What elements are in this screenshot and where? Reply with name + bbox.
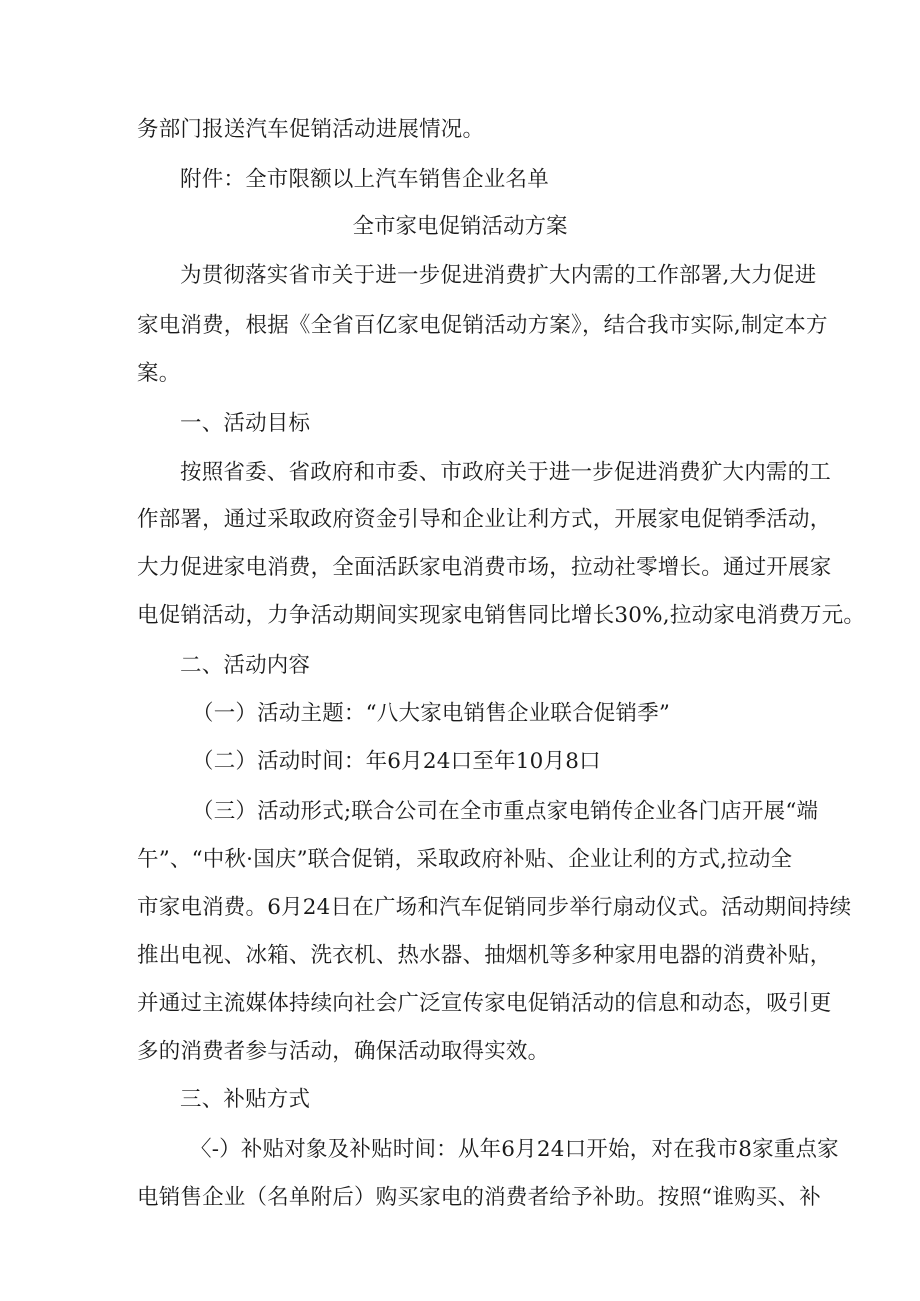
- text-line: 家电消费，根据《全省百亿家电促销活动方案》，结合我市实际,制定本方: [137, 313, 828, 338]
- text-line: 按照省委、省政府和市委、市政府关于进一步促进消费犷大内需的工: [180, 460, 832, 485]
- text-line: 作部署，通过采取政府资金引导和企业让利方式，开展家电促销季活动，: [137, 507, 832, 532]
- text-line: 务部门报送汽车促销活动进展情况。: [137, 117, 485, 142]
- text-line: 电促销活动，力争活动期间实现家电销售同比增长30%,拉动家电消费万元。: [137, 603, 866, 628]
- text-line: 〈-）补贴对象及补贴时间：从年6月24口开始，对在我市8家重点家: [190, 1137, 839, 1162]
- text-line: （二）活动时间：年6月24口至年10月8口: [192, 749, 601, 774]
- text-line: 案。: [137, 361, 181, 386]
- text-line: （三）活动形式;联合公司在全市重点家电销传企业各门店开展“端: [192, 799, 819, 824]
- document-title: 全市家电促销活动方案: [352, 214, 568, 239]
- text-line: 并通过主流媒体持续向社会广泛宣传家电促销活动的信息和动态，吸引更: [137, 991, 832, 1016]
- text-line: 市家电消费。6月24日在广场和汽车促销同步举行扇动仪式。活动期间持续: [137, 895, 852, 920]
- text-line: 大力促进家电消费，全面活跃家电消费市场，拉动社零增长。通过开展家: [137, 555, 832, 580]
- text-line: （一）活动主题：“八大家电销售企业联合促销季”: [192, 701, 671, 726]
- text-line: 推出电视、冰箱、洗衣机、热水器、抽烟机等多种家用电器的消费补贴，: [137, 943, 832, 968]
- text-line: 午”、“中秋·国庆”联合促销，采取政府补贴、企业让利的方式,拉动全: [137, 847, 793, 872]
- section-heading: 二、活动内容: [180, 653, 311, 678]
- section-heading: 三、补贴方式: [180, 1087, 311, 1112]
- text-line: 为贯彻落实省市关于进一步促进消费扩大内需的工作部署,大力促进: [180, 263, 817, 288]
- attachment-line: 附件：全市限额以上汽车销售企业名单: [180, 167, 549, 192]
- text-line: 电销售企业（名单附后）购买家电的消费者给予补助。按照“谁购买、补: [137, 1185, 821, 1210]
- text-line: 多的消费者参与活动，确保活动取得实效。: [137, 1039, 550, 1064]
- section-heading: 一、活动目标: [180, 411, 311, 436]
